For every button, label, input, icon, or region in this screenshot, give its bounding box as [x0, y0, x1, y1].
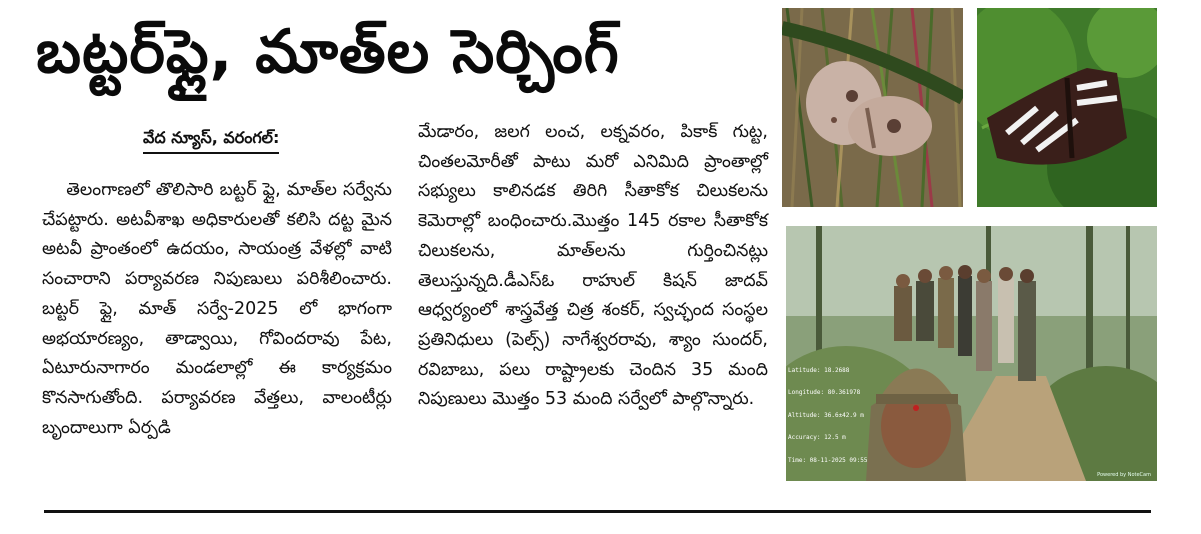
- gps-longitude: Longitude: 80.361978: [788, 389, 861, 396]
- camera-stamp: Powered by NoteCam: [1097, 472, 1151, 478]
- article-column-1: తెలంగాణలో తొలిసారి బట్టర్ ఫ్లై, మాత్‌ల సర్వేను చేపట్టారు. అటవీశాఖ అధికారులతో కలిసి దట్ట మైన అటవీ ప్రాంతంలో ఉదయం, సాయంత్ర వేళల్లో వాటి సంచారాని పర్యావరణ నిపుణులు పరిశీలించారు. బట్టర్ ఫ్లై, మాత్ సర్వే-2025 లో భాగంగా అభయారణ్యం, తాడ్వాయి, గోవిందరావు పేట, ఏటూరునాగారం మండలాల్లో ఈ కార్యక్రమం కొనసాగుతోంది. పర్యావరణ వేత్తలు, వాలంటీర్లు బృందాలుగా ఏర్పడి: [42, 180, 398, 438]
- headline: బట్టర్‌ఫ్లై, మాత్‌ల సెర్చింగ్: [36, 17, 620, 87]
- gps-altitude: Altitude: 36.6±42.9 m: [788, 411, 864, 419]
- bottom-rule: [44, 510, 1151, 513]
- butterfly-photo-1: [782, 8, 963, 207]
- gps-accuracy: Accuracy: 12.5 m: [788, 434, 846, 441]
- byline: వేద న్యూస్, వరంగల్:: [143, 128, 279, 154]
- gps-latitude: Latitude: 18.2688: [788, 366, 850, 374]
- gps-overlay: [788, 352, 867, 480]
- gps-time: Time: 08-11-2025 09:55: [788, 456, 868, 464]
- article-column-2: మేడారం, జలగ లంచ, లక్నవరం, పికాక్ గుట్ట, చింతలమోరీతో పాటు మరో ఎనిమిది ప్రాంతాల్లో సభ్యులు కాలినడక తిరిగి సీతాకోక చిలుకలను కెమెరాల్లో బంధించారు.మొత్తం 145 రకాల సీతాకోక చిలుకలను, మాత్‌లను గుర్తించినట్లు తెలుస్తున్నది.డీఎస్ఓ రాహుల్ కిషన్ జాదవ్ ఆధ్వర్యంలో శాస్త్రవేత్త చిత్ర శంకర్, స్వచ్ఛంద సంస్థల ప్రతినిధులు (పెల్స్) నాగేశ్వరరావు, శ్యాం సుందర్, రవిబాబు, పలు రాష్ట్రాలకు చెందిన 35 మంది నిపుణులు మొత్తం 53 మంది సర్వేలో పాల్గొన్నారు.: [418, 122, 774, 410]
- survey-team-photo: [786, 226, 1157, 481]
- butterfly-photo-2: [977, 8, 1157, 207]
